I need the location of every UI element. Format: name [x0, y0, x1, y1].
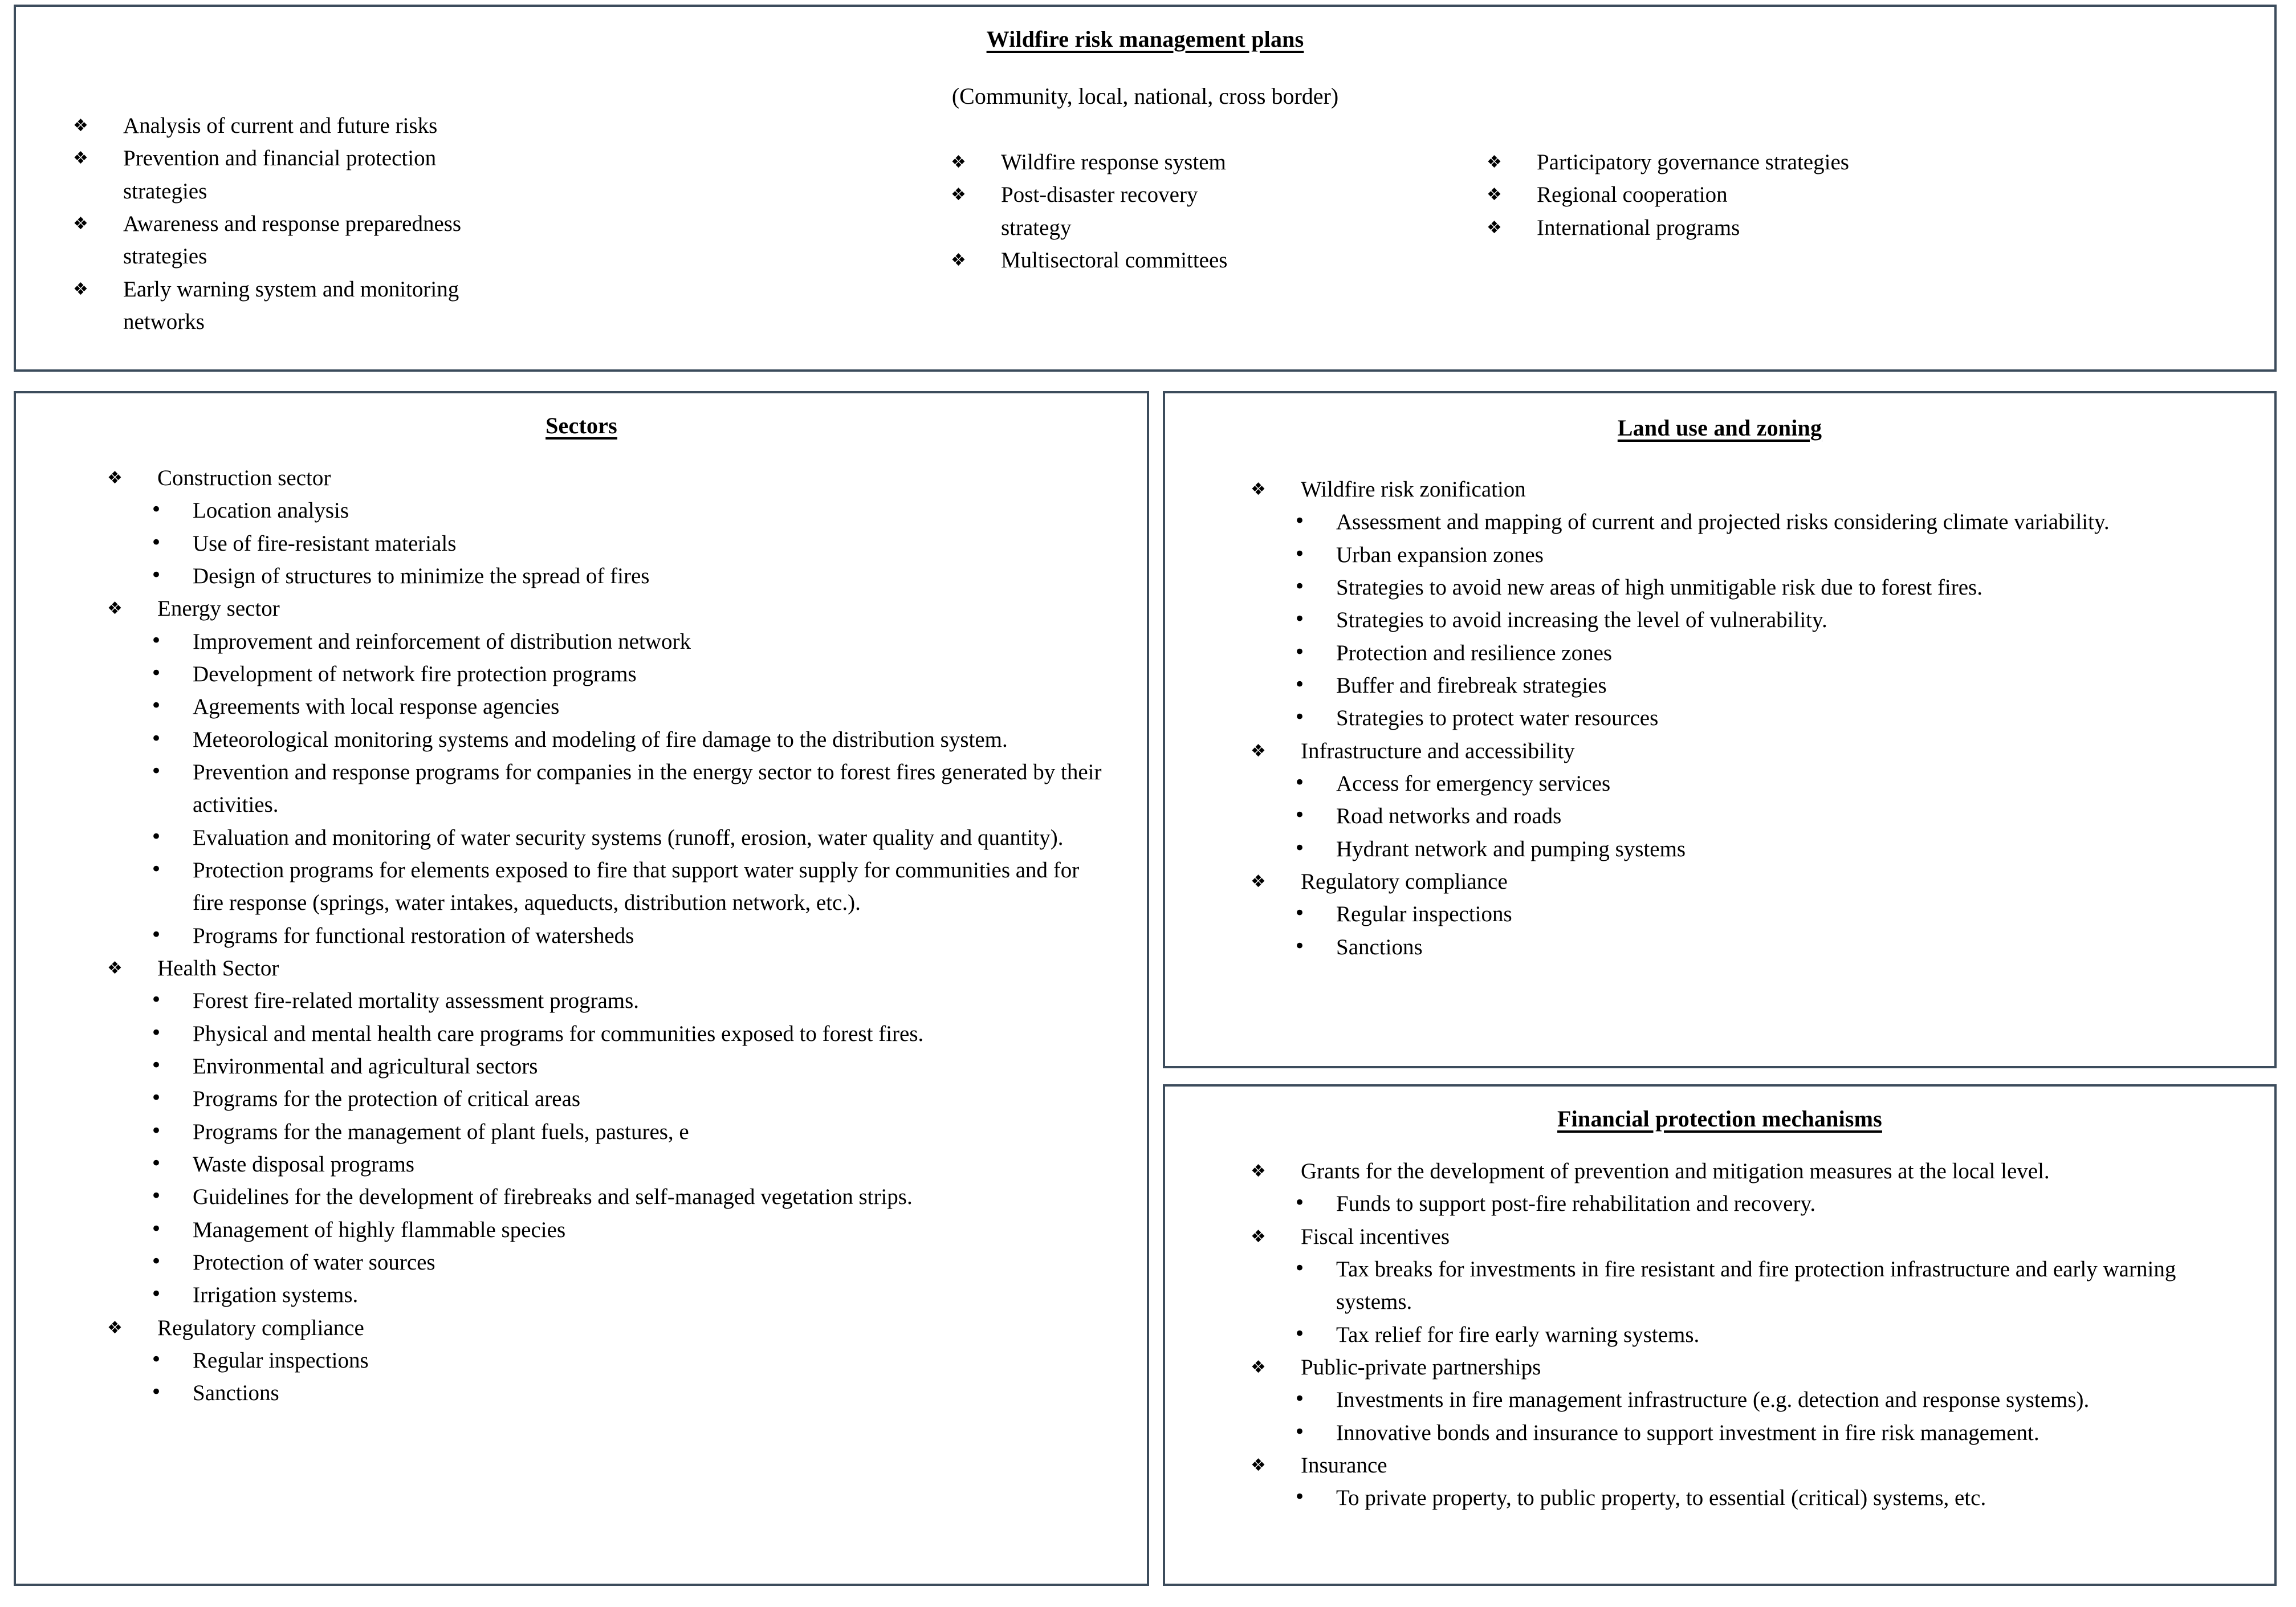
dot-bullet-icon: • [150, 1152, 162, 1175]
list-item-label: Location analysis [193, 498, 349, 523]
group-item-label: Regulatory compliance [157, 1315, 364, 1340]
list-item-label: Environmental and agricultural sectors [193, 1053, 538, 1079]
list-item [73, 273, 506, 339]
list-item [1487, 211, 1851, 244]
plans-subtitle: (Community, local, national, cross border) [951, 83, 1339, 109]
list-item [951, 178, 1270, 244]
dot-bullet-icon: • [1294, 1322, 1306, 1345]
list-item-label: Strategies to avoid new areas of high unmitigable risk due to forest fires. [1336, 575, 1982, 600]
list-item-label: Post-disaster recovery strategy [1001, 182, 1198, 240]
list-item [73, 208, 506, 273]
list-item-label: Guidelines for the development of firebreaks and self-managed vegetation strips. [193, 1185, 913, 1210]
sub-list-wrapper [107, 984, 1113, 1311]
list-item [143, 1083, 1113, 1115]
diamond-bullet-icon: ❖ [1251, 1357, 1266, 1377]
group-item [107, 462, 1113, 494]
land-body [1251, 473, 2252, 963]
finance-title: Financial protection mechanisms [1557, 1106, 1882, 1132]
diamond-bullet-icon: ❖ [1251, 871, 1266, 892]
dot-bullet-icon: • [1294, 836, 1306, 860]
diamond-bullet-icon: ❖ [1251, 1226, 1266, 1247]
diamond-bullet-icon: ❖ [73, 279, 88, 299]
list-item [143, 854, 1113, 920]
dot-bullet-icon: • [150, 923, 162, 946]
diamond-bullet-icon: ❖ [951, 250, 966, 270]
diamond-bullet-icon: ❖ [107, 958, 123, 978]
list-item-label: Early warning system and monitoring networks [123, 276, 459, 334]
dot-bullet-icon: • [150, 498, 162, 522]
list-item-label: Programs for the management of plant fuels, pastures, e [193, 1119, 689, 1144]
list-item-label: Analysis of current and future risks [123, 113, 438, 138]
list-item-label: Management of highly flammable species [193, 1217, 566, 1242]
list-item-label: Tax breaks for investments in fire resistant and fire protection infrastructure and early warning systems. [1336, 1256, 2176, 1315]
list-item-label: Protection and resilience zones [1336, 640, 1613, 665]
dot-bullet-icon: • [1294, 1388, 1306, 1411]
sectors-body [107, 462, 1113, 1410]
list-item-label: International programs [1537, 215, 1740, 240]
list-item [1286, 1417, 2252, 1449]
sub-list-wrapper [107, 1344, 1113, 1410]
list-item-label: Wildfire response system [1001, 150, 1226, 174]
diamond-bullet-icon: ❖ [107, 1317, 123, 1338]
dot-bullet-icon: • [150, 988, 162, 1012]
sub-list [143, 984, 1113, 1311]
group-item [1251, 1449, 2252, 1482]
dot-bullet-icon: • [1294, 608, 1306, 631]
group-item [107, 1312, 1113, 1344]
dot-bullet-icon: • [1294, 934, 1306, 958]
plans-column-3-list [1487, 146, 1851, 244]
list-item-label: Access for emergency services [1336, 771, 1611, 796]
diamond-bullet-icon: ❖ [73, 116, 88, 136]
dot-bullet-icon: • [1294, 1420, 1306, 1443]
list-item-label: Evaluation and monitoring of water security systems (runoff, erosion, water quality and quantity). [193, 825, 1064, 850]
list-item [143, 756, 1113, 821]
sub-list [1286, 1482, 2252, 1514]
list-item [1286, 604, 2252, 636]
list-item [143, 1279, 1113, 1311]
diamond-bullet-icon: ❖ [1487, 185, 1502, 205]
list-item [143, 1344, 1113, 1377]
plans-column-1-list [73, 109, 506, 338]
list-item-label: Innovative bonds and insurance to support investment in fire risk management. [1336, 1420, 2039, 1445]
sub-list [1286, 506, 2252, 734]
list-item-label: Urban expansion zones [1336, 542, 1544, 567]
list-item-label: Prevention and financial protection strategies [123, 146, 437, 204]
plans-column-3 [1487, 146, 1851, 244]
diamond-bullet-icon: ❖ [1487, 152, 1502, 172]
land-use-and-zoning-box [1163, 391, 2277, 1068]
dot-bullet-icon: • [150, 1185, 162, 1208]
list-item [1286, 506, 2252, 538]
sectors-title: Sectors [545, 413, 617, 438]
list-item-label: Forest fire-related mortality assessment programs. [193, 988, 640, 1014]
sub-list [1286, 1187, 2252, 1220]
list-item-label: Programs for functional restoration of watersheds [193, 923, 634, 948]
list-item-label: Sanctions [193, 1381, 279, 1406]
list-item-label: Participatory governance strategies [1537, 150, 1849, 174]
diamond-bullet-icon: ❖ [1251, 741, 1266, 761]
list-item [143, 527, 1113, 560]
list-item [143, 1214, 1113, 1246]
dot-bullet-icon: • [150, 759, 162, 783]
list-item [1286, 1482, 2252, 1514]
list-item-label: Protection programs for elements exposed to fire that support water supply for communities and for fire response (springs, water intakes, aqueducts, distribution network, etc.). [193, 857, 1080, 916]
list-item [143, 658, 1113, 690]
dot-bullet-icon: • [150, 857, 162, 881]
list-item [143, 984, 1113, 1017]
sectors-box [14, 391, 1149, 1586]
dot-bullet-icon: • [150, 727, 162, 750]
group-item-label: Wildfire risk zonification [1301, 477, 1526, 502]
dot-bullet-icon: • [150, 1053, 162, 1077]
dot-bullet-icon: • [1294, 510, 1306, 533]
list-item-label: Buffer and firebreak strategies [1336, 673, 1607, 698]
list-item [1487, 178, 1851, 211]
list-item-label: Prevention and response programs for companies in the energy sector to forest fires generated by their activities. [193, 759, 1102, 817]
list-item [1286, 539, 2252, 571]
group-item [107, 592, 1113, 625]
list-item [1286, 571, 2252, 604]
list-item-label: Tax relief for fire early warning systems. [1336, 1322, 1700, 1347]
list-item [1286, 1319, 2252, 1351]
finance-body [1251, 1155, 2252, 1515]
group-item [1251, 1155, 2252, 1187]
list-item [143, 1246, 1113, 1279]
financial-protection-mechanisms-box [1163, 1084, 2277, 1586]
list-item-label: Assessment and mapping of current and projected risks considering climate variability. [1336, 510, 2110, 535]
dot-bullet-icon: • [150, 563, 162, 587]
list-item-label: Development of network fire protection programs [193, 661, 637, 686]
list-item [143, 1050, 1113, 1083]
dot-bullet-icon: • [150, 531, 162, 554]
dot-bullet-icon: • [1294, 673, 1306, 696]
diamond-bullet-icon: ❖ [1251, 479, 1266, 499]
group-item-label: Construction sector [157, 466, 331, 490]
group-item-label: Regulatory compliance [1301, 869, 1508, 894]
list-item-label: Road networks and roads [1336, 804, 1562, 829]
group-item [1251, 1220, 2252, 1253]
list-item [1286, 702, 2252, 734]
list-item-label: Awareness and response preparedness strategies [123, 211, 462, 269]
dot-bullet-icon: • [150, 825, 162, 848]
sub-list-wrapper [1251, 1253, 2252, 1351]
dot-bullet-icon: • [1294, 771, 1306, 794]
sub-list [1286, 1253, 2252, 1351]
sub-list-wrapper [1251, 1482, 2252, 1514]
diamond-bullet-icon: ❖ [73, 213, 88, 234]
land-title: Land use and zoning [1617, 415, 1822, 441]
sub-list [143, 625, 1113, 952]
list-item [1286, 931, 2252, 963]
list-item [1286, 637, 2252, 669]
group-item-label: Health Sector [157, 955, 279, 981]
dot-bullet-icon: • [150, 661, 162, 685]
diamond-bullet-icon: ❖ [107, 468, 123, 488]
list-item [143, 1116, 1113, 1148]
group-item-label: Fiscal incentives [1301, 1224, 1450, 1249]
list-item-label: Regular inspections [193, 1348, 369, 1373]
list-item [143, 723, 1113, 756]
diamond-bullet-icon: ❖ [1251, 1455, 1266, 1475]
diamond-bullet-icon: ❖ [951, 185, 966, 205]
list-item-label: Regional cooperation [1537, 182, 1728, 208]
dot-bullet-icon: • [1294, 1256, 1306, 1280]
finance-list [1251, 1155, 2252, 1515]
dot-bullet-icon: • [150, 694, 162, 718]
sub-list-wrapper [1251, 506, 2252, 734]
sub-list [1286, 1384, 2252, 1449]
list-item-label: Design of structures to minimize the spread of fires [193, 563, 650, 588]
dot-bullet-icon: • [150, 1250, 162, 1273]
list-item-label: Meteorological monitoring systems and modeling of fire damage to the distribution system. [193, 727, 1008, 752]
land-list [1251, 473, 2252, 963]
list-item [143, 625, 1113, 658]
list-item-label: Hydrant network and pumping systems [1336, 836, 1686, 861]
dot-bullet-icon: • [150, 1217, 162, 1240]
dot-bullet-icon: • [150, 629, 162, 652]
group-item [1251, 1351, 2252, 1384]
dot-bullet-icon: • [1294, 706, 1306, 729]
diamond-bullet-icon: ❖ [1487, 217, 1502, 238]
list-item [1286, 800, 2252, 832]
sub-list-wrapper [107, 494, 1113, 592]
sectors-list [107, 462, 1113, 1410]
list-item-label: Irrigation systems. [193, 1283, 359, 1308]
wildfire-risk-management-plans-box [14, 5, 2277, 372]
plans-title: Wildfire risk management plans [986, 26, 1304, 52]
dot-bullet-icon: • [1294, 542, 1306, 565]
list-item-label: Regular inspections [1336, 902, 1512, 927]
sub-list-wrapper [1251, 767, 2252, 865]
list-item [143, 494, 1113, 527]
dot-bullet-icon: • [150, 1087, 162, 1110]
list-item [1286, 767, 2252, 800]
list-item [1286, 669, 2252, 702]
list-item [143, 1148, 1113, 1181]
plans-column-2-list [951, 146, 1270, 276]
plans-column-1 [73, 109, 506, 338]
list-item [143, 1018, 1113, 1050]
list-item-label: Use of fire-resistant materials [193, 531, 457, 556]
group-item [1251, 735, 2252, 767]
sub-list-wrapper [107, 625, 1113, 952]
dot-bullet-icon: • [150, 1381, 162, 1404]
list-item-label: Programs for the protection of critical areas [193, 1087, 581, 1112]
list-item-label: Waste disposal programs [193, 1152, 414, 1177]
list-item [1286, 1187, 2252, 1220]
list-item [1286, 1253, 2252, 1319]
list-item-label: Physical and mental health care programs for communities exposed to forest fires. [193, 1021, 924, 1046]
list-item-label: To private property, to public property, to essential (critical) systems, etc. [1336, 1486, 1986, 1511]
sub-list-wrapper [1251, 898, 2252, 963]
sub-list [1286, 767, 2252, 865]
dot-bullet-icon: • [150, 1283, 162, 1306]
list-item [143, 1377, 1113, 1409]
dot-bullet-icon: • [150, 1119, 162, 1142]
sub-list [143, 1344, 1113, 1410]
sub-list [143, 494, 1113, 592]
list-item [1286, 1384, 2252, 1416]
list-item-label: Agreements with local response agencies [193, 694, 560, 719]
sub-list [1286, 898, 2252, 963]
sub-list-wrapper [1251, 1187, 2252, 1220]
list-item [143, 560, 1113, 592]
group-item-label: Insurance [1301, 1453, 1387, 1478]
list-item [1487, 146, 1851, 178]
list-item-label: Sanctions [1336, 934, 1423, 959]
list-item [143, 920, 1113, 952]
list-item [1286, 833, 2252, 865]
list-item [143, 690, 1113, 723]
list-item [1286, 898, 2252, 930]
plans-column-2 [951, 146, 1270, 276]
dot-bullet-icon: • [1294, 1486, 1306, 1509]
list-item-label: Strategies to protect water resources [1336, 706, 1659, 731]
group-item-label: Public-private partnerships [1301, 1354, 1541, 1380]
group-item [1251, 473, 2252, 506]
list-item-label: Multisectoral committees [1001, 247, 1228, 272]
diamond-bullet-icon: ❖ [1251, 1161, 1266, 1181]
list-item [143, 1181, 1113, 1213]
diamond-bullet-icon: ❖ [107, 599, 123, 619]
list-item-label: Strategies to avoid increasing the level of vulnerability. [1336, 608, 1827, 633]
list-item [951, 146, 1270, 178]
dot-bullet-icon: • [150, 1348, 162, 1371]
group-item-label: Energy sector [157, 596, 280, 621]
dot-bullet-icon: • [1294, 1191, 1306, 1215]
dot-bullet-icon: • [1294, 640, 1306, 664]
group-item [107, 952, 1113, 984]
list-item-label: Investments in fire management infrastructure (e.g. detection and response systems). [1336, 1388, 2090, 1413]
list-item-label: Funds to support post-fire rehabilitation and recovery. [1336, 1191, 1816, 1217]
list-item [73, 109, 506, 142]
diamond-bullet-icon: ❖ [73, 148, 88, 169]
list-item [143, 821, 1113, 854]
diamond-bullet-icon: ❖ [951, 152, 966, 172]
group-item [1251, 865, 2252, 898]
dot-bullet-icon: • [150, 1021, 162, 1044]
dot-bullet-icon: • [1294, 804, 1306, 827]
list-item-label: Improvement and reinforcement of distribution network [193, 629, 691, 654]
list-item [951, 244, 1270, 276]
dot-bullet-icon: • [1294, 902, 1306, 925]
sub-list-wrapper [1251, 1384, 2252, 1449]
list-item-label: Protection of water sources [193, 1250, 435, 1275]
group-item-label: Infrastructure and accessibility [1301, 738, 1575, 763]
list-item [73, 142, 506, 208]
dot-bullet-icon: • [1294, 575, 1306, 598]
group-item-label: Grants for the development of prevention and mitigation measures at the local level. [1301, 1159, 2050, 1183]
